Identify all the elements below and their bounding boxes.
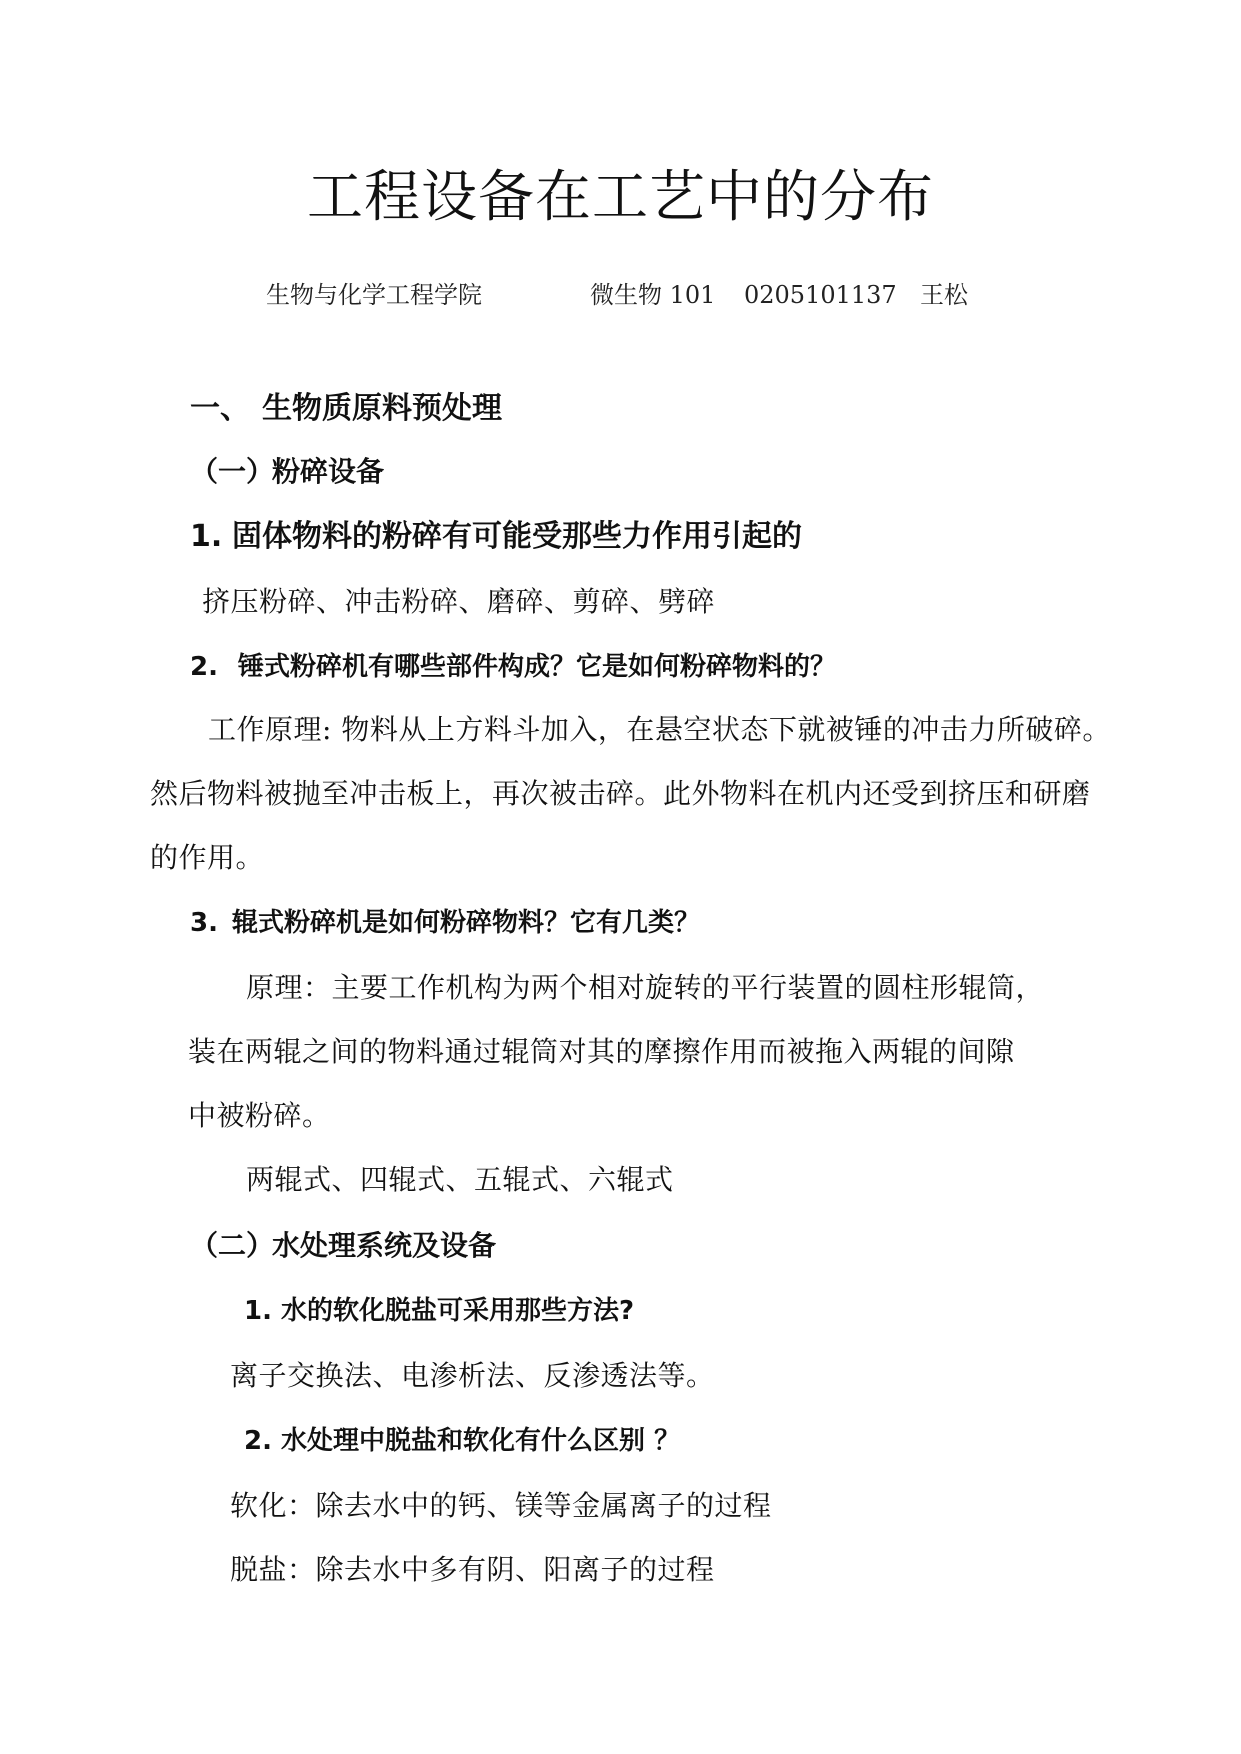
author-name: 王松 <box>920 281 968 309</box>
water-question-1: 1. 水的软化脱盐可采用那些方法? <box>244 1296 635 1326</box>
question-2-answer-line-2: 然后物料被抛至冲击板上，再次被击碎。此外物料在机内还受到挤压和研磨 <box>150 777 1091 810</box>
question-3-types: 两辊式、四辊式、五辊式、六辊式 <box>246 1163 674 1196</box>
question-3-answer-line-1: 原理：主要工作机构为两个相对旋转的平行装置的圆柱形辊筒， <box>246 971 1045 1004</box>
question-1-answer: 挤压粉碎、冲击粉碎、磨碎、剪碎、劈碎 <box>202 585 716 618</box>
question-3-answer-line-2: 装在两辊之间的物料通过辊筒对其的摩擦作用而被拖入两辊的间隙 <box>188 1035 1015 1068</box>
question-2-answer-line-3: 的作用。 <box>150 841 265 874</box>
water-question-1-answer: 离子交换法、电渗析法、反渗透法等。 <box>230 1359 715 1392</box>
water-question-2-answer-line-1: 软化：除去水中的钙、镁等金属离子的过程 <box>230 1489 772 1522</box>
author-student-id: 0205101137 <box>744 281 897 309</box>
section-1-heading: 生物质原料预处理 <box>262 391 502 426</box>
author-class: 微生物 101 <box>590 281 716 309</box>
question-3-answer-line-3: 中被粉碎。 <box>188 1099 331 1132</box>
question-3-text: 辊式粉碎机是如何粉碎物料？它有几类？ <box>232 908 701 938</box>
subsection-1-number: （一） <box>190 455 275 488</box>
water-question-2: 2. 水处理中脱盐和软化有什么区别 ？ <box>244 1426 681 1456</box>
question-2-text: 锤式粉碎机有哪些部件构成？它是如何粉碎物料的？ <box>238 652 837 682</box>
author-school: 生物与化学工程学院 <box>266 281 482 309</box>
subsection-1-title: 粉碎设备 <box>272 455 385 488</box>
document-title: 工程设备在工艺中的分布 <box>307 165 934 230</box>
question-1-text: 固体物料的粉碎有可能受那些力作用引起的 <box>232 519 802 554</box>
water-question-2-answer-line-2: 脱盐：除去水中多有阴、阳离子的过程 <box>230 1553 715 1586</box>
subsection-2-number: （二） <box>190 1229 275 1262</box>
section-1-number: 一、 <box>190 391 250 426</box>
question-2-answer-line-1: 工作原理: 物料从上方料斗加入，在悬空状态下就被锤的冲击力所破碎。 <box>208 713 1111 746</box>
question-3-number: 3. <box>190 908 218 938</box>
question-2-number: 2. <box>190 652 218 682</box>
subsection-2-title: 水处理系统及设备 <box>272 1229 497 1262</box>
question-1-number: 1. <box>190 519 223 554</box>
